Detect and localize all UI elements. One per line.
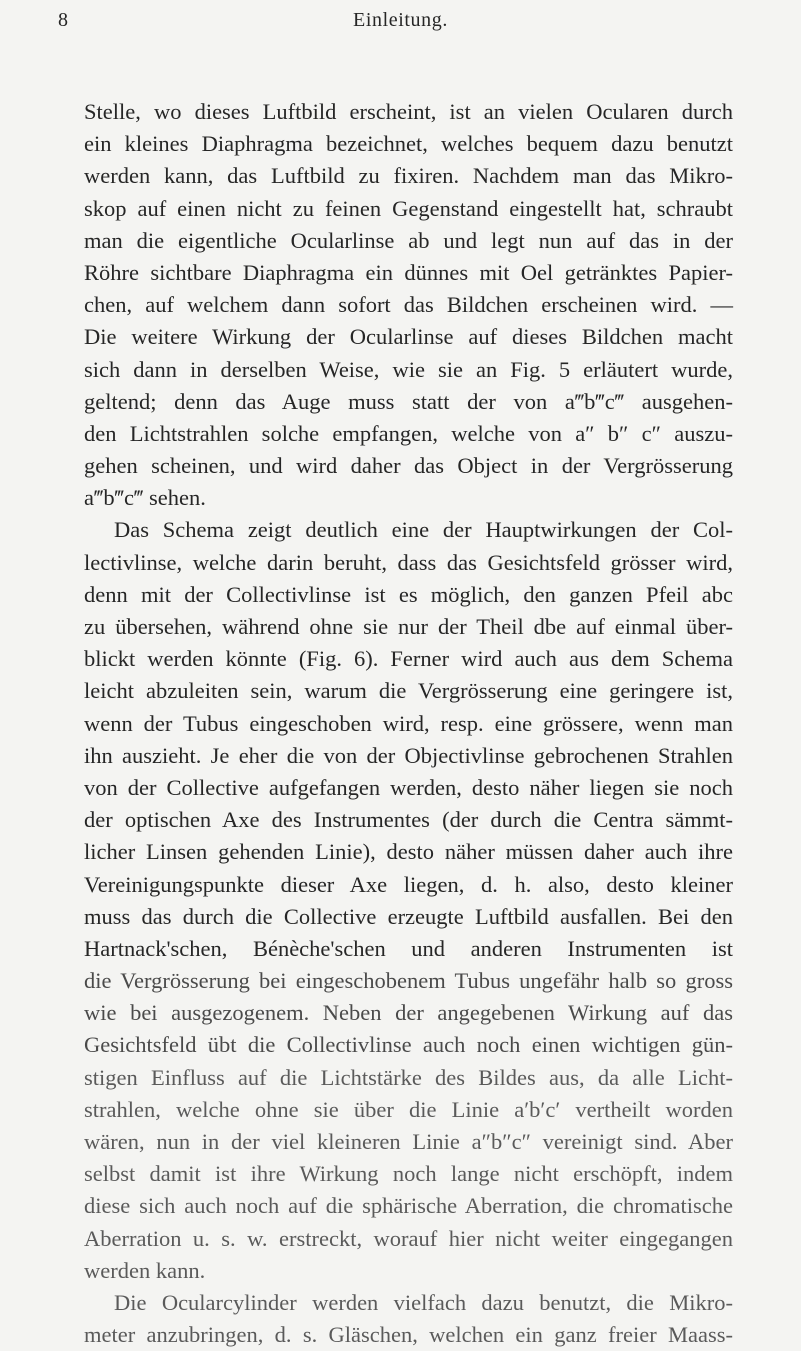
text-line: chen, auf welchem dann sofort das Bildchen erscheinen wird. — — [84, 292, 733, 318]
text-line: muss das durch die Collective erzeugte Luftbild ausfallen. Bei den — [84, 903, 733, 929]
text-line: skop auf einen nicht zu feinen Gegenstand eingestellt hat, schraubt — [84, 195, 733, 221]
text-line: blickt werden könnte (Fig. 6). Ferner wird auch aus dem Schema — [84, 646, 733, 672]
text-line: den Lichtstrahlen solche empfangen, welche von a″ b″ c″ auszu- — [84, 420, 733, 446]
text-line: gehen scheinen, und wird daher das Object in der Vergrösserung — [84, 453, 733, 479]
text-line: die Vergrösserung bei eingeschobenem Tubus ungefähr halb so gross — [84, 968, 733, 994]
text-line: von der Collective aufgefangen werden, desto näher liegen sie noch — [84, 774, 733, 800]
text-line: Gesichtsfeld übt die Collectivlinse auch noch einen wichtigen gün- — [84, 1032, 733, 1058]
text-line: ihn auszieht. Je eher die von der Objectivlinse gebrochenen Strahlen — [84, 742, 733, 768]
text-line: wären, nun in der viel kleineren Linie a″b″c″ vereinigt sind. Aber — [84, 1129, 733, 1154]
text-line: zu übersehen, während ohne sie nur der Theil dbe auf einmal über- — [84, 614, 733, 639]
text-line: denn mit der Collectivlinse ist es möglich, den ganzen Pfeil abc — [84, 581, 733, 607]
text-line: diese sich auch noch auf die sphärische Aberration, die chromatische — [84, 1193, 733, 1219]
running-head: Einleitung. — [353, 9, 448, 31]
text-line: Hartnack'schen, Bénèche'schen und anderen Instrumenten ist — [84, 935, 733, 961]
text-line: werden kann, das Luftbild zu fixiren. Nachdem man das Mikro- — [84, 163, 733, 189]
text-line: Röhre sichtbare Diaphragma ein dünnes mit Oel getränktes Papier- — [84, 259, 733, 285]
text-line: der optischen Axe des Instrumentes (der durch die Centra sämmt- — [84, 807, 733, 833]
text-line: a‴b‴c‴ sehen. — [84, 485, 206, 511]
text-line: stigen Einfluss auf die Lichtstärke des Bildes aus, da alle Licht- — [84, 1064, 733, 1090]
text-line: Die weitere Wirkung der Ocularlinse auf dieses Bildchen macht — [84, 324, 733, 350]
text-line: Vereinigungspunkte dieser Axe liegen, d. h. also, desto kleiner — [84, 871, 733, 897]
text-line: meter anzubringen, d. s. Gläschen, welchen ein ganz freier Maass- — [84, 1322, 733, 1348]
text-line: werden kann. — [84, 1257, 206, 1283]
text-line: man die eigentliche Ocularlinse ab und legt nun auf das in der — [84, 227, 733, 253]
text-line: wie bei ausgezogenem. Neben der angegebenen Wirkung auf das — [84, 1000, 733, 1026]
text-line: ein kleines Diaphragma bezeichnet, welches bequem dazu benutzt — [84, 131, 733, 157]
text-line: selbst damit ist ihre Wirkung noch lange nicht erschöpft, indem — [84, 1161, 733, 1187]
text-line: Stelle, wo dieses Luftbild erscheint, ist an vielen Ocularen durch — [84, 99, 733, 124]
text-line: Aberration u. s. w. erstreckt, worauf hier nicht weiter eingegangen — [84, 1225, 733, 1251]
body-text — [84, 96, 733, 1351]
text-line: geltend; denn das Auge muss statt der von a‴b‴c‴ ausgehen- — [84, 388, 733, 414]
text-line: leicht abzuleiten sein, warum die Vergrösserung eine geringere ist, — [84, 678, 733, 704]
page-number: 8 — [58, 9, 69, 31]
text-line: Das Schema zeigt deutlich eine der Hauptwirkungen der Col- — [114, 517, 733, 543]
page-header — [58, 9, 743, 39]
text-line: lectivlinse, welche darin beruht, dass das Gesichtsfeld grösser wird, — [84, 549, 733, 575]
text-line: Die Ocularcylinder werden vielfach dazu benutzt, die Mikro- — [114, 1289, 733, 1315]
text-line: sich dann in derselben Weise, wie sie an Fig. 5 erläutert wurde, — [84, 356, 733, 382]
text-line: strahlen, welche ohne sie über die Linie a′b′c′ vertheilt worden — [84, 1096, 733, 1122]
text-line: licher Linsen gehenden Linie), desto näher müssen daher auch ihre — [84, 839, 733, 865]
text-line: wenn der Tubus eingeschoben wird, resp. eine grössere, wenn man — [84, 710, 733, 736]
